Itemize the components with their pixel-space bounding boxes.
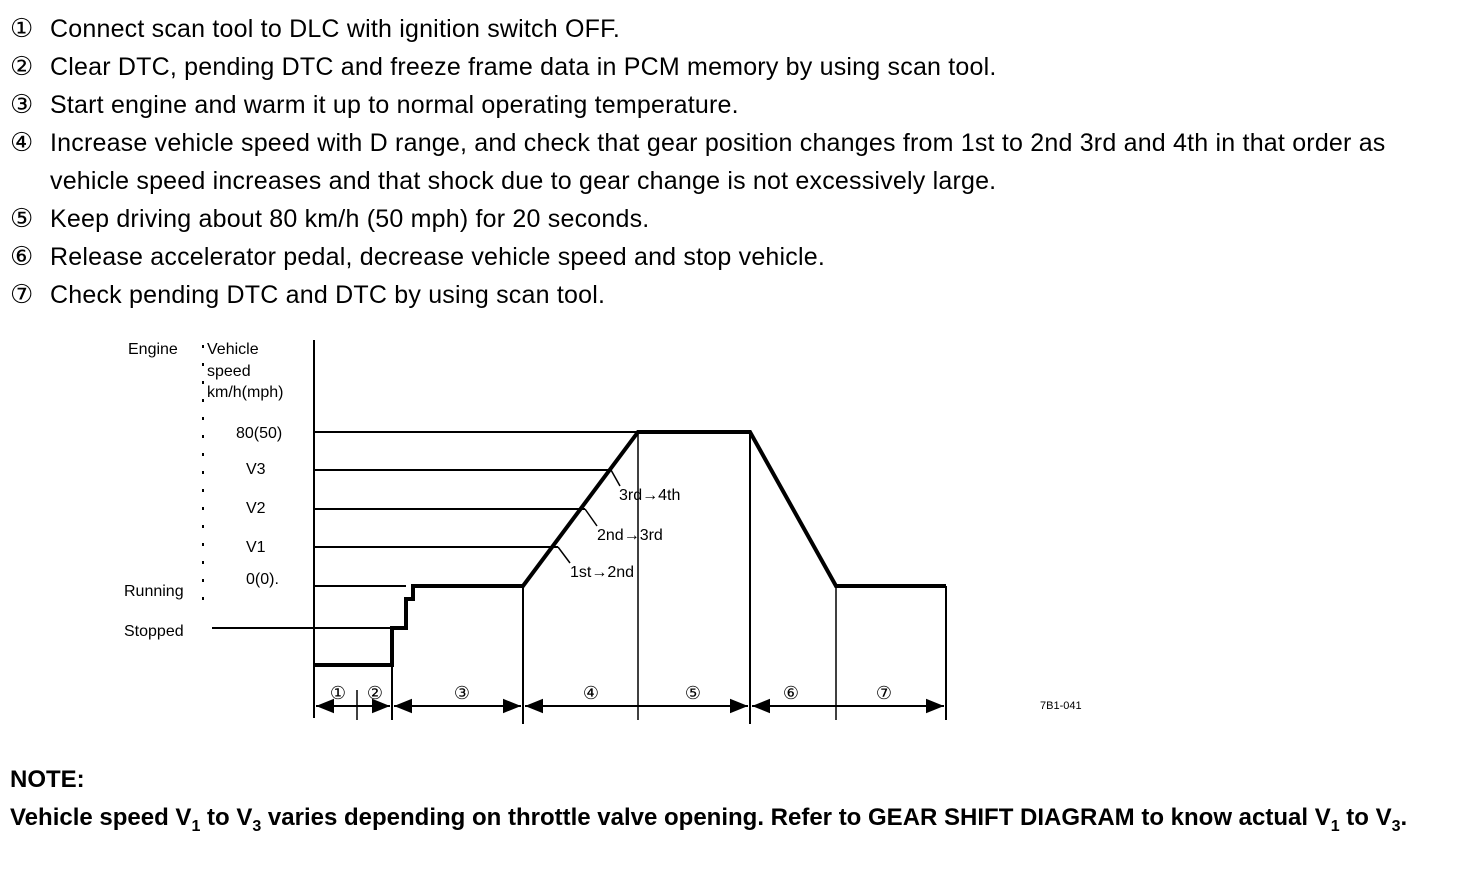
step-text: Check pending DTC and DTC by using scan tool. [50, 281, 606, 309]
step-text: Connect scan tool to DLC with ignition switch OFF. [50, 15, 620, 43]
step-text: Increase vehicle speed with D range, and check that gear position changes from 1st to 2nd 3rd and 4th in that order as vehicle speed increases and that shock due to gear change is not excessively large. [50, 129, 1386, 195]
phase-label-6: ⑥ [782, 683, 800, 703]
note-heading: NOTE: [10, 766, 85, 793]
phase-label-3: ③ [453, 683, 471, 703]
phase-label-2: ② [366, 683, 384, 703]
engine-state-stopped: Stopped [124, 623, 184, 640]
speed-axis-title-line3: km/h(mph) [207, 384, 284, 401]
speed-axis-title-line2: speed [207, 363, 251, 380]
tick-label-v1: V1 [246, 539, 266, 556]
note-text: Vehicle speed $V_1$ to $V_3$ varies depending on throttle valve opening. Refer to GEAR SHIFT DIAGRAM to know actual $V_1$ to $V_3$. [10, 804, 1408, 835]
tick-label-zero: 0(0). [246, 571, 279, 588]
shift-annotation-1st-2nd: 1st→2nd [570, 564, 635, 581]
phase-label-1: ① [329, 683, 347, 703]
note-block [10, 762, 1465, 845]
step-text: Release accelerator pedal, decrease vehicle speed and stop vehicle. [50, 243, 825, 271]
shift-annotation-2nd-3rd: 2nd→3rd [597, 527, 663, 544]
tick-label-v3: V3 [246, 461, 266, 478]
figure-code: 7B1-041 [1040, 700, 1082, 712]
engine-axis-title: Engine [128, 341, 178, 358]
step-text: Clear DTC, pending DTC and freeze frame data in PCM memory by using scan tool. [50, 53, 997, 81]
tick-label-v2: V2 [246, 500, 266, 517]
step-number: ③ [10, 90, 34, 120]
speed-axis-title-line1: Vehicle [207, 341, 259, 358]
step-text: Start engine and warm it up to normal operating temperature. [50, 91, 739, 119]
step-number: ⑦ [10, 280, 34, 310]
step-number: ⑥ [10, 242, 34, 272]
speed-profile-line [314, 432, 946, 665]
shift-leader [611, 470, 620, 486]
phase-label-4: ④ [582, 683, 600, 703]
step-number: ⑤ [10, 204, 34, 234]
shift-leader [585, 509, 597, 526]
shift-annotation-3rd-4th: 3rd→4th [619, 487, 681, 504]
step-number: ① [10, 14, 34, 44]
phase-label-5: ⑤ [684, 683, 702, 703]
phase-label-7: ⑦ [875, 683, 893, 703]
tick-label-80-50: 80(50) [236, 425, 283, 442]
step-number: ④ [10, 128, 34, 158]
step-number: ② [10, 52, 34, 82]
step-text: Keep driving about 80 km/h (50 mph) for 20 seconds. [50, 205, 650, 233]
engine-state-running: Running [124, 583, 184, 600]
shift-leader [558, 547, 570, 563]
